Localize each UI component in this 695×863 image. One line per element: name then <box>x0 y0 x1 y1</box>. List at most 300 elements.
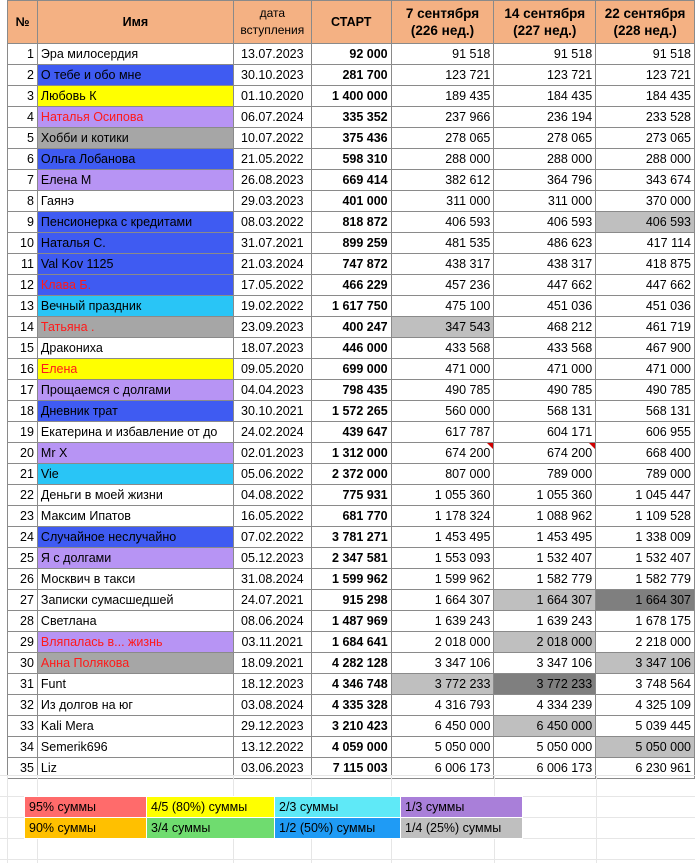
cell-week-228[interactable]: 418 875 <box>596 254 695 275</box>
table-row <box>8 359 695 380</box>
cell-start[interactable]: 1 684 641 <box>311 632 391 653</box>
table-row <box>8 275 695 296</box>
cell-join-date[interactable]: 30.10.2023 <box>233 65 311 86</box>
table-row <box>8 443 695 464</box>
cell-number[interactable]: 6 <box>8 149 38 170</box>
cell-week-227[interactable]: 2 018 000 <box>494 632 596 653</box>
cell-week-227[interactable]: 1 055 360 <box>494 485 596 506</box>
cell-week-228[interactable]: 606 955 <box>596 422 695 443</box>
cell-start[interactable]: 7 115 003 <box>311 758 391 779</box>
cell-join-date[interactable]: 29.03.2023 <box>233 191 311 212</box>
header-start[interactable]: СТАРТ <box>311 1 391 44</box>
cell-start[interactable]: 1 400 000 <box>311 86 391 107</box>
cell-week-226[interactable]: 189 435 <box>391 86 494 107</box>
cell-week-228[interactable]: 3 748 564 <box>596 674 695 695</box>
cell-week-228[interactable]: 1 045 447 <box>596 485 695 506</box>
cell-week-226[interactable]: 1 639 243 <box>391 611 494 632</box>
cell-start[interactable]: 439 647 <box>311 422 391 443</box>
cell-week-227[interactable]: 451 036 <box>494 296 596 317</box>
cell-week-228[interactable]: 1 109 528 <box>596 506 695 527</box>
cell-week-227[interactable]: 1 532 407 <box>494 548 596 569</box>
cell-name[interactable]: Funt <box>37 674 233 695</box>
cell-start[interactable]: 1 572 265 <box>311 401 391 422</box>
cell-week-227[interactable]: 1 664 307 <box>494 590 596 611</box>
cell-week-226[interactable]: 471 000 <box>391 359 494 380</box>
cell-number[interactable]: 31 <box>8 674 38 695</box>
cell-name[interactable]: Елена М <box>37 170 233 191</box>
cell-week-226[interactable]: 1 599 962 <box>391 569 494 590</box>
cell-week-227[interactable]: 568 131 <box>494 401 596 422</box>
cell-week-228[interactable]: 789 000 <box>596 464 695 485</box>
cell-number[interactable]: 35 <box>8 758 38 779</box>
cell-week-228[interactable]: 1 532 407 <box>596 548 695 569</box>
color-legend <box>24 796 523 839</box>
table-row <box>8 317 695 338</box>
cell-week-227[interactable]: 1 582 779 <box>494 569 596 590</box>
cell-week-228[interactable]: 1 338 009 <box>596 527 695 548</box>
cell-number[interactable]: 2 <box>8 65 38 86</box>
cell-start[interactable]: 375 436 <box>311 128 391 149</box>
cell-week-228[interactable]: 406 593 <box>596 212 695 233</box>
table-row <box>8 422 695 443</box>
cell-week-227[interactable]: 1 453 495 <box>494 527 596 548</box>
cell-join-date[interactable]: 31.07.2021 <box>233 233 311 254</box>
cell-name[interactable]: Val Kov 1125 <box>37 254 233 275</box>
cell-week-228[interactable]: 233 528 <box>596 107 695 128</box>
cell-join-date[interactable]: 21.05.2022 <box>233 149 311 170</box>
cell-number[interactable]: 18 <box>8 401 38 422</box>
cell-name[interactable]: Дневник трат <box>37 401 233 422</box>
cell-week-227[interactable]: 604 171 <box>494 422 596 443</box>
cell-week-226[interactable]: 6 006 173 <box>391 758 494 779</box>
cell-name[interactable]: Mr X <box>37 443 233 464</box>
cell-name[interactable]: Деньги в моей жизни <box>37 485 233 506</box>
cell-start[interactable]: 1 487 969 <box>311 611 391 632</box>
cell-join-date[interactable]: 03.06.2023 <box>233 758 311 779</box>
header-week-227[interactable]: 14 сентября (227 нед.) <box>494 1 596 44</box>
cell-week-226[interactable]: 6 450 000 <box>391 716 494 737</box>
cell-week-228[interactable]: 5 050 000 <box>596 737 695 758</box>
cell-join-date[interactable]: 13.07.2023 <box>233 44 311 65</box>
cell-week-227[interactable]: 278 065 <box>494 128 596 149</box>
cell-week-227[interactable]: 288 000 <box>494 149 596 170</box>
cell-week-226[interactable]: 237 966 <box>391 107 494 128</box>
cell-name[interactable]: Елена <box>37 359 233 380</box>
table-row <box>8 485 695 506</box>
cell-start[interactable]: 1 617 750 <box>311 296 391 317</box>
cell-week-227[interactable]: 3 772 233 <box>494 674 596 695</box>
cell-week-227[interactable]: 471 000 <box>494 359 596 380</box>
cell-week-226[interactable]: 5 050 000 <box>391 737 494 758</box>
table-row <box>8 191 695 212</box>
legend-item: 1/2 (50%) суммы <box>275 818 401 839</box>
header-name[interactable]: Имя <box>37 1 233 44</box>
cell-join-date[interactable]: 04.04.2023 <box>233 380 311 401</box>
table-row <box>8 233 695 254</box>
cell-join-date[interactable]: 29.12.2023 <box>233 716 311 737</box>
table-body <box>8 44 695 779</box>
table-row <box>8 212 695 233</box>
cell-start[interactable]: 466 229 <box>311 275 391 296</box>
cell-week-226[interactable]: 490 785 <box>391 380 494 401</box>
cell-number[interactable]: 19 <box>8 422 38 443</box>
cell-join-date[interactable]: 18.07.2023 <box>233 338 311 359</box>
debt-table <box>7 0 695 779</box>
cell-number[interactable]: 1 <box>8 44 38 65</box>
cell-name[interactable]: Екатерина и избавление от до <box>37 422 233 443</box>
cell-name[interactable]: Kali Mera <box>37 716 233 737</box>
cell-week-226[interactable]: 457 236 <box>391 275 494 296</box>
cell-name[interactable]: Светлана <box>37 611 233 632</box>
cell-name[interactable]: Эра милосердия <box>37 44 233 65</box>
cell-name[interactable]: Liz <box>37 758 233 779</box>
cell-join-date[interactable]: 08.03.2022 <box>233 212 311 233</box>
table-row <box>8 527 695 548</box>
cell-week-226[interactable]: 1 553 093 <box>391 548 494 569</box>
cell-number[interactable]: 5 <box>8 128 38 149</box>
cell-name[interactable]: Дракониха <box>37 338 233 359</box>
cell-week-228[interactable]: 471 000 <box>596 359 695 380</box>
cell-name[interactable]: Максим Ипатов <box>37 506 233 527</box>
table-row <box>8 590 695 611</box>
cell-number[interactable]: 16 <box>8 359 38 380</box>
cell-week-228[interactable]: 123 721 <box>596 65 695 86</box>
legend-item: 95% суммы <box>25 797 147 818</box>
cell-start[interactable]: 681 770 <box>311 506 391 527</box>
table-row <box>8 86 695 107</box>
cell-number[interactable]: 26 <box>8 569 38 590</box>
cell-join-date[interactable]: 31.08.2024 <box>233 569 311 590</box>
header-week-226[interactable]: 7 сентября (226 нед.) <box>391 1 494 44</box>
cell-start[interactable]: 3 781 271 <box>311 527 391 548</box>
cell-name[interactable]: Ольга Лобанова <box>37 149 233 170</box>
cell-week-226[interactable]: 278 065 <box>391 128 494 149</box>
cell-start[interactable]: 1 599 962 <box>311 569 391 590</box>
cell-name[interactable]: О тебе и обо мне <box>37 65 233 86</box>
cell-number[interactable]: 17 <box>8 380 38 401</box>
table-row <box>8 401 695 422</box>
table-row <box>8 296 695 317</box>
cell-start[interactable]: 3 210 423 <box>311 716 391 737</box>
cell-join-date[interactable]: 13.12.2022 <box>233 737 311 758</box>
cell-week-227[interactable]: 311 000 <box>494 191 596 212</box>
header-num[interactable]: № <box>8 1 38 44</box>
table-row <box>8 464 695 485</box>
table-row <box>8 569 695 590</box>
cell-week-226[interactable]: 807 000 <box>391 464 494 485</box>
table-row <box>8 674 695 695</box>
cell-join-date[interactable]: 24.07.2021 <box>233 590 311 611</box>
cell-join-date[interactable]: 18.12.2023 <box>233 674 311 695</box>
cell-number[interactable]: 22 <box>8 485 38 506</box>
cell-name[interactable]: Хобби и котики <box>37 128 233 149</box>
cell-start[interactable]: 2 347 581 <box>311 548 391 569</box>
cell-name[interactable]: Я с долгами <box>37 548 233 569</box>
cell-week-226[interactable]: 4 316 793 <box>391 695 494 716</box>
cell-start[interactable]: 2 372 000 <box>311 464 391 485</box>
cell-week-226[interactable]: 481 535 <box>391 233 494 254</box>
legend-item: 1/4 (25%) суммы <box>401 818 523 839</box>
cell-name[interactable]: Наталья С. <box>37 233 233 254</box>
cell-name[interactable]: Записки сумасшедшей <box>37 590 233 611</box>
table-row <box>8 653 695 674</box>
cell-week-226[interactable]: 1 178 324 <box>391 506 494 527</box>
cell-week-226[interactable]: 1 055 360 <box>391 485 494 506</box>
cell-week-227[interactable]: 184 435 <box>494 86 596 107</box>
cell-week-228[interactable]: 417 114 <box>596 233 695 254</box>
table-row <box>8 170 695 191</box>
cell-week-226[interactable]: 617 787 <box>391 422 494 443</box>
cell-week-228[interactable]: 568 131 <box>596 401 695 422</box>
cell-week-227[interactable]: 1 088 962 <box>494 506 596 527</box>
cell-week-228[interactable]: 91 518 <box>596 44 695 65</box>
cell-week-227[interactable]: 468 212 <box>494 317 596 338</box>
cell-name[interactable]: Случайное неслучайно <box>37 527 233 548</box>
header-row <box>8 1 695 44</box>
cell-week-226[interactable]: 382 612 <box>391 170 494 191</box>
cell-number[interactable]: 14 <box>8 317 38 338</box>
cell-join-date[interactable]: 09.05.2020 <box>233 359 311 380</box>
cell-start[interactable]: 775 931 <box>311 485 391 506</box>
cell-week-227[interactable]: 3 347 106 <box>494 653 596 674</box>
cell-start[interactable]: 669 414 <box>311 170 391 191</box>
cell-number[interactable]: 24 <box>8 527 38 548</box>
table-row <box>8 716 695 737</box>
cell-number[interactable]: 33 <box>8 716 38 737</box>
legend-item: 3/4 суммы <box>147 818 275 839</box>
cell-week-226[interactable]: 674 200 <box>391 443 494 464</box>
cell-number[interactable]: 9 <box>8 212 38 233</box>
cell-week-226[interactable]: 91 518 <box>391 44 494 65</box>
cell-week-226[interactable]: 311 000 <box>391 191 494 212</box>
legend-row <box>25 818 523 839</box>
cell-join-date[interactable]: 07.02.2022 <box>233 527 311 548</box>
cell-join-date[interactable]: 03.08.2024 <box>233 695 311 716</box>
cell-week-227[interactable]: 6 450 000 <box>494 716 596 737</box>
cell-join-date[interactable]: 01.10.2020 <box>233 86 311 107</box>
header-week-228[interactable]: 22 сентября (228 нед.) <box>596 1 695 44</box>
cell-name[interactable]: Анна Полякова <box>37 653 233 674</box>
cell-join-date[interactable]: 16.05.2022 <box>233 506 311 527</box>
cell-week-226[interactable]: 1 664 307 <box>391 590 494 611</box>
cell-start[interactable]: 747 872 <box>311 254 391 275</box>
cell-week-228[interactable]: 461 719 <box>596 317 695 338</box>
cell-week-226[interactable]: 347 543 <box>391 317 494 338</box>
cell-week-228[interactable]: 343 674 <box>596 170 695 191</box>
cell-week-226[interactable]: 3 347 106 <box>391 653 494 674</box>
cell-week-228[interactable]: 467 900 <box>596 338 695 359</box>
cell-join-date[interactable]: 06.07.2024 <box>233 107 311 128</box>
table-row <box>8 128 695 149</box>
table-row <box>8 380 695 401</box>
cell-week-227[interactable]: 447 662 <box>494 275 596 296</box>
cell-join-date[interactable]: 02.01.2023 <box>233 443 311 464</box>
cell-name[interactable]: Vie <box>37 464 233 485</box>
cell-week-227[interactable]: 438 317 <box>494 254 596 275</box>
legend-item: 90% суммы <box>25 818 147 839</box>
cell-number[interactable]: 20 <box>8 443 38 464</box>
cell-week-228[interactable]: 490 785 <box>596 380 695 401</box>
cell-number[interactable]: 25 <box>8 548 38 569</box>
cell-name[interactable]: Вечный праздник <box>37 296 233 317</box>
cell-join-date[interactable]: 19.02.2022 <box>233 296 311 317</box>
cell-number[interactable]: 29 <box>8 632 38 653</box>
cell-start[interactable]: 818 872 <box>311 212 391 233</box>
cell-join-date[interactable]: 21.03.2024 <box>233 254 311 275</box>
cell-start[interactable]: 4 282 128 <box>311 653 391 674</box>
legend-item: 2/3 суммы <box>275 797 401 818</box>
cell-week-227[interactable]: 364 796 <box>494 170 596 191</box>
cell-start[interactable]: 699 000 <box>311 359 391 380</box>
legend-item: 1/3 суммы <box>401 797 523 818</box>
table-row <box>8 737 695 758</box>
cell-name[interactable]: Клава Б. <box>37 275 233 296</box>
cell-week-227[interactable]: 486 623 <box>494 233 596 254</box>
cell-name[interactable]: Наталья Осипова <box>37 107 233 128</box>
cell-start[interactable]: 446 000 <box>311 338 391 359</box>
cell-week-227[interactable]: 5 050 000 <box>494 737 596 758</box>
cell-number[interactable]: 21 <box>8 464 38 485</box>
cell-week-227[interactable]: 123 721 <box>494 65 596 86</box>
cell-start[interactable]: 1 312 000 <box>311 443 391 464</box>
cell-week-226[interactable]: 560 000 <box>391 401 494 422</box>
cell-number[interactable]: 4 <box>8 107 38 128</box>
cell-week-227[interactable]: 6 006 173 <box>494 758 596 779</box>
cell-week-227[interactable]: 1 639 243 <box>494 611 596 632</box>
cell-week-226[interactable]: 406 593 <box>391 212 494 233</box>
table-row <box>8 338 695 359</box>
cell-week-227[interactable]: 91 518 <box>494 44 596 65</box>
cell-week-228[interactable]: 668 400 <box>596 443 695 464</box>
cell-start[interactable]: 598 310 <box>311 149 391 170</box>
cell-name[interactable]: Прощаемся с долгами <box>37 380 233 401</box>
cell-number[interactable]: 11 <box>8 254 38 275</box>
cell-week-228[interactable]: 1 678 175 <box>596 611 695 632</box>
cell-start[interactable]: 401 000 <box>311 191 391 212</box>
cell-join-date[interactable]: 17.05.2022 <box>233 275 311 296</box>
table-row <box>8 65 695 86</box>
cell-week-226[interactable]: 288 000 <box>391 149 494 170</box>
cell-join-date[interactable]: 30.10.2021 <box>233 401 311 422</box>
cell-week-228[interactable]: 3 347 106 <box>596 653 695 674</box>
table-row <box>8 548 695 569</box>
cell-week-228[interactable]: 5 039 445 <box>596 716 695 737</box>
cell-week-228[interactable]: 4 325 109 <box>596 695 695 716</box>
table-row <box>8 506 695 527</box>
cell-name[interactable]: Москвич в такси <box>37 569 233 590</box>
cell-name[interactable]: Гаянэ <box>37 191 233 212</box>
cell-week-228[interactable]: 1 582 779 <box>596 569 695 590</box>
cell-number[interactable]: 10 <box>8 233 38 254</box>
cell-start[interactable]: 915 298 <box>311 590 391 611</box>
cell-name[interactable]: Татьяна . <box>37 317 233 338</box>
cell-week-228[interactable]: 451 036 <box>596 296 695 317</box>
cell-join-date[interactable]: 04.08.2022 <box>233 485 311 506</box>
cell-week-228[interactable]: 184 435 <box>596 86 695 107</box>
cell-week-228[interactable]: 273 065 <box>596 128 695 149</box>
cell-week-227[interactable]: 433 568 <box>494 338 596 359</box>
cell-week-226[interactable]: 433 568 <box>391 338 494 359</box>
table-row <box>8 149 695 170</box>
cell-name[interactable]: Любовь К <box>37 86 233 107</box>
cell-start[interactable]: 400 247 <box>311 317 391 338</box>
table-row <box>8 254 695 275</box>
cell-week-227[interactable]: 674 200 <box>494 443 596 464</box>
cell-join-date[interactable]: 08.06.2024 <box>233 611 311 632</box>
cell-start[interactable]: 4 059 000 <box>311 737 391 758</box>
cell-week-227[interactable]: 4 334 239 <box>494 695 596 716</box>
cell-join-date[interactable]: 24.02.2024 <box>233 422 311 443</box>
cell-join-date[interactable]: 23.09.2023 <box>233 317 311 338</box>
cell-week-228[interactable]: 6 230 961 <box>596 758 695 779</box>
cell-number[interactable]: 32 <box>8 695 38 716</box>
cell-start[interactable]: 92 000 <box>311 44 391 65</box>
cell-number[interactable]: 15 <box>8 338 38 359</box>
cell-number[interactable]: 34 <box>8 737 38 758</box>
cell-week-228[interactable]: 370 000 <box>596 191 695 212</box>
cell-start[interactable]: 4 346 748 <box>311 674 391 695</box>
cell-week-228[interactable]: 1 664 307 <box>596 590 695 611</box>
cell-week-226[interactable]: 1 453 495 <box>391 527 494 548</box>
table-row <box>8 632 695 653</box>
cell-week-226[interactable]: 2 018 000 <box>391 632 494 653</box>
legend-item: 4/5 (80%) суммы <box>147 797 275 818</box>
cell-number[interactable]: 12 <box>8 275 38 296</box>
cell-join-date[interactable]: 26.08.2023 <box>233 170 311 191</box>
cell-week-228[interactable]: 288 000 <box>596 149 695 170</box>
header-date[interactable]: дата вступления <box>233 1 311 44</box>
cell-number[interactable]: 8 <box>8 191 38 212</box>
cell-join-date[interactable]: 05.12.2023 <box>233 548 311 569</box>
cell-start[interactable]: 335 352 <box>311 107 391 128</box>
cell-week-227[interactable]: 789 000 <box>494 464 596 485</box>
cell-week-228[interactable]: 447 662 <box>596 275 695 296</box>
cell-number[interactable]: 7 <box>8 170 38 191</box>
cell-start[interactable]: 798 435 <box>311 380 391 401</box>
table-row <box>8 611 695 632</box>
cell-week-226[interactable]: 475 100 <box>391 296 494 317</box>
cell-name[interactable]: Semerik696 <box>37 737 233 758</box>
cell-name[interactable]: Вляпалась в... жизнь <box>37 632 233 653</box>
cell-week-228[interactable]: 2 218 000 <box>596 632 695 653</box>
cell-week-227[interactable]: 490 785 <box>494 380 596 401</box>
cell-start[interactable]: 899 259 <box>311 233 391 254</box>
cell-name[interactable]: Из долгов на юг <box>37 695 233 716</box>
cell-week-226[interactable]: 123 721 <box>391 65 494 86</box>
cell-start[interactable]: 4 335 328 <box>311 695 391 716</box>
cell-start[interactable]: 281 700 <box>311 65 391 86</box>
cell-number[interactable]: 27 <box>8 590 38 611</box>
cell-week-226[interactable]: 438 317 <box>391 254 494 275</box>
table-row <box>8 695 695 716</box>
legend-row <box>25 797 523 818</box>
table-row <box>8 44 695 65</box>
cell-number[interactable]: 3 <box>8 86 38 107</box>
cell-join-date[interactable]: 10.07.2022 <box>233 128 311 149</box>
cell-join-date[interactable]: 18.09.2021 <box>233 653 311 674</box>
cell-number[interactable]: 28 <box>8 611 38 632</box>
cell-week-226[interactable]: 3 772 233 <box>391 674 494 695</box>
cell-join-date[interactable]: 05.06.2022 <box>233 464 311 485</box>
table-row <box>8 107 695 128</box>
cell-number[interactable]: 13 <box>8 296 38 317</box>
cell-name[interactable]: Пенсионерка с кредитами <box>37 212 233 233</box>
cell-week-227[interactable]: 406 593 <box>494 212 596 233</box>
cell-number[interactable]: 23 <box>8 506 38 527</box>
cell-join-date[interactable]: 03.11.2021 <box>233 632 311 653</box>
cell-number[interactable]: 30 <box>8 653 38 674</box>
cell-week-227[interactable]: 236 194 <box>494 107 596 128</box>
